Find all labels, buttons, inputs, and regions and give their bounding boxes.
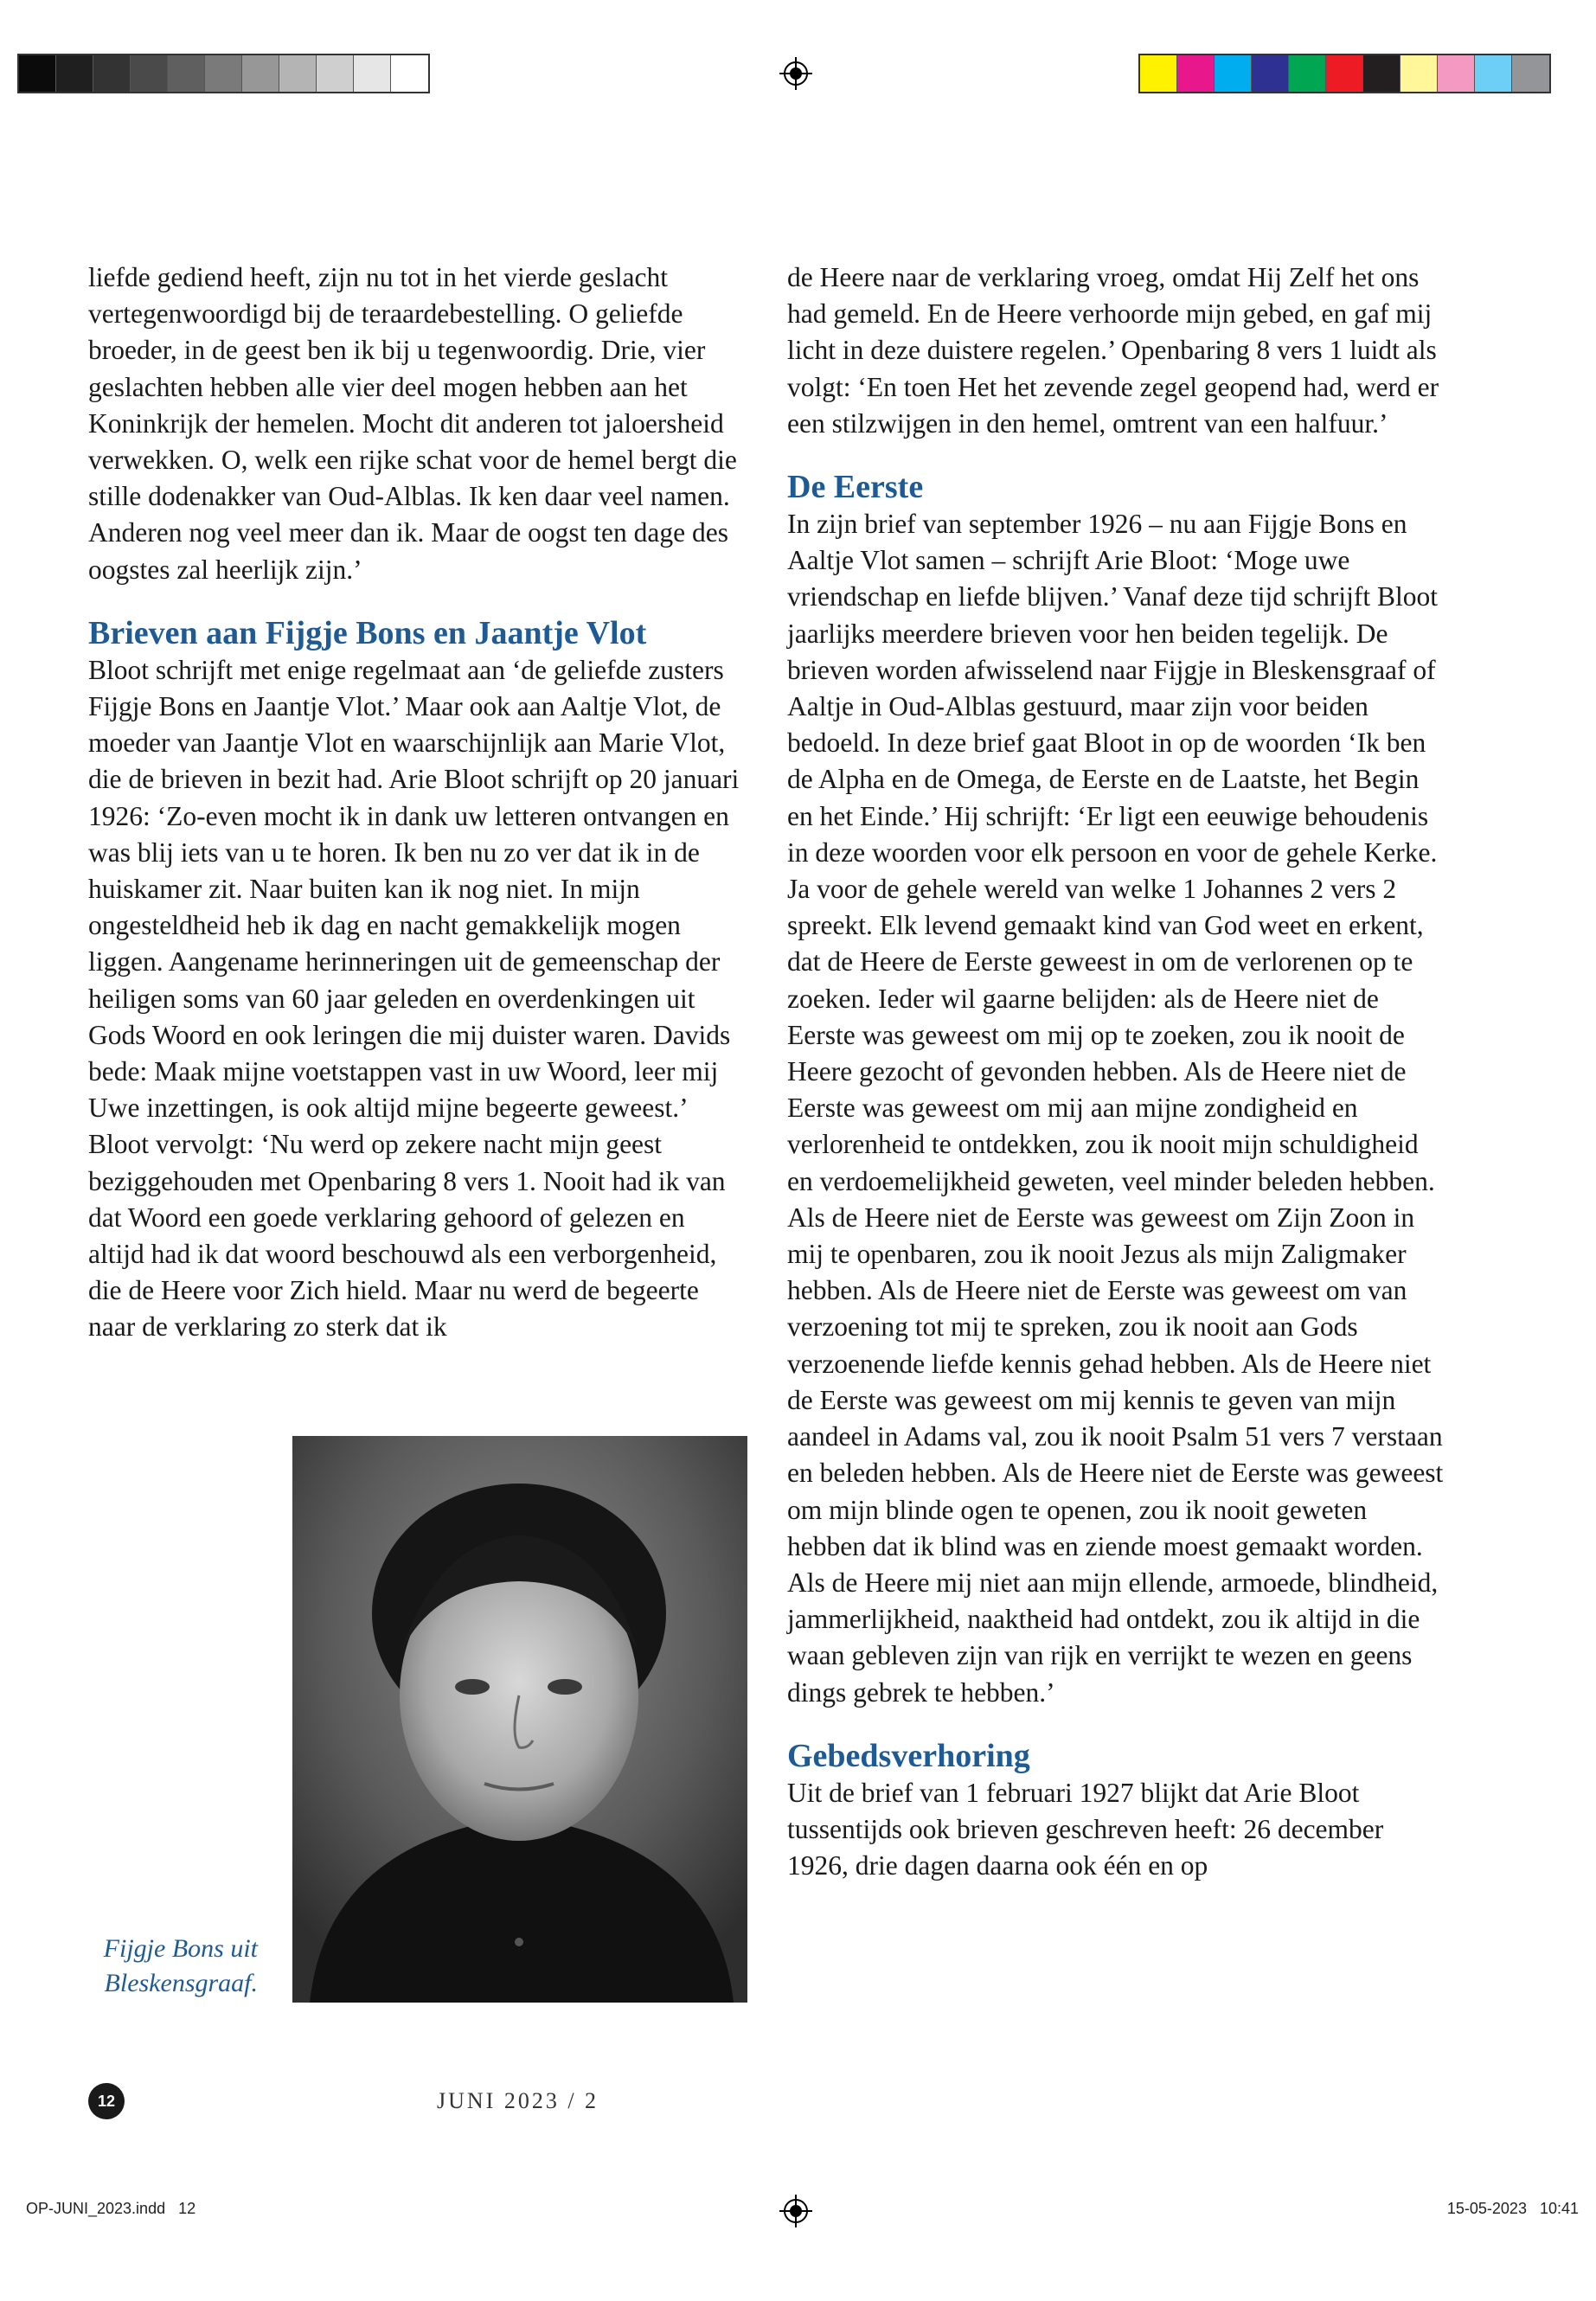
process-swatch [1289,55,1326,92]
process-color-bar [1138,54,1551,93]
process-swatch [1215,55,1252,92]
process-swatch [1252,55,1289,92]
slug-date-time: 15-05-2023 10:41 [1446,2200,1579,2217]
grayscale-swatch [19,55,56,92]
grayscale-swatch [242,55,279,92]
grayscale-color-bar [17,54,430,93]
grayscale-swatch [317,55,354,92]
photo-caption: Fijgje Bons uit Bleskensgraaf. [103,1934,258,1997]
slug-file-name: OP-JUNI_2023.indd 12 [26,2200,196,2217]
section-heading-brieven: Brieven aan Fijgje Bons en Jaantje Vlot [88,614,647,651]
left-column [88,260,746,1346]
right-column [787,260,1445,1884]
issue-label: JUNI 2023 / 2 [437,2088,599,2113]
process-swatch [1177,55,1215,92]
process-swatch [1512,55,1549,92]
gebedsverhoring-paragraph: Uit de brief van 1 februari 1927 blijkt dat Arie Bloot tussentijds ook brieven geschreven heeft: 26 december 1926, drie dagen daarna ook één en op [787,1777,1384,1881]
process-swatch [1363,55,1401,92]
grayscale-swatch [205,55,242,92]
grayscale-swatch [168,55,205,92]
registration-mark-icon [779,2195,812,2227]
process-swatch [1475,55,1512,92]
section-heading-gebedsverhoring: Gebedsverhoring [787,1737,1030,1774]
process-swatch [1401,55,1438,92]
process-swatch [1140,55,1177,92]
grayscale-swatch [93,55,131,92]
process-swatch [1438,55,1475,92]
grayscale-swatch [354,55,391,92]
registration-mark-icon [779,57,812,90]
process-swatch [1326,55,1363,92]
portrait-photo [292,1436,747,2003]
section-heading-de-eerste: De Eerste [787,469,924,506]
right-intro-paragraph: de Heere naar de verklaring vroeg, omdat Hij Zelf het ons had gemeld. En de Heere verhoorde mijn gebed, en gaf mij licht in deze duistere regelen.’ Openbaring 8 vers 1 luidt als volgt: ‘En toen Het het zevende zegel geopend had, werd er een stilzwijgen in den hemel, omtrent van een halfuur.’ [787,262,1439,439]
left-intro-paragraph: liefde gediend heeft, zijn nu tot in het vierde geslacht vertegenwoordigd bij de teraardebestelling. O geliefde broeder, in de geest ben ik bij u tegenwoordig. Drie, vier geslachten hebben alle vier deel mogen hebben aan het Koninkrijk der hemelen. Mocht dit anderen tot jaloersheid verwekken. O, welk een rijke schat voor de hemel bergt die stille dodenakker van Oud-Alblas. Ik ken daar veel namen. Anderen nog veel meer dan ik. Maar de oogst ten dage des oogstes zal heerlijk zijn.’ [88,262,737,585]
grayscale-swatch [131,55,168,92]
grayscale-swatch [56,55,93,92]
grayscale-swatch [279,55,317,92]
de-eerste-paragraph: In zijn brief van september 1926 – nu aan Fijgje Bons en Aaltje Vlot samen – schrijft Arie Bloot: ‘Moge uwe vriendschap en liefde blijven.’ Vanaf deze tijd schrijft Bloot jaarlijks meerdere brieven voor hen beiden tegelijk. De brieven worden afwisselend naar Fijgje in Bleskensgraaf of Aaltje in Oud-Alblas gestuurd, maar zijn voor beiden bedoeld. In deze brief gaat Bloot in op de woorden ‘Ik ben de Alpha en de Omega, de Eerste en de Laatste, het Begin en het Einde.’ Hij schrijft: ‘Er ligt een eeuwige behoudenis in deze woorden voor elk persoon en voor de gehele Kerke. Ja voor de gehele wereld van welke 1 Johannes 2 vers 2 spreekt. Elk levend gemaakt kind van God weet en erkent, dat de Heere de Eerste geweest in om de verlorenen op te zoeken. Ieder wil gaarne belijden: als de Heere niet de Eerste was geweest om mij op te zoeken, zou ik nooit de Heere gezocht of gevonden hebben. Als de Heere niet de Eerste was geweest om mij aan mijne zondigheid en verlorenheid te ontdekken, zou ik nooit mijn schuldigheid en verdoemelijkheid geweten, veel minder beleden hebben. Als de Heere niet de Eerste was geweest om Zijn Zoon in mij te openbaren, zou ik nooit Jezus als mijn Zaligmaker hebben. Als de Heere niet de Eerste was geweest om van verzoening tot mij te spreken, zou ik nooit aan Gods verzoenende liefde kennis gehad hebben. Als de Heere niet de Eerste was geweest om mij kennis te geven van mijn aandeel in Adams val, zou ik nooit Psalm 51 vers 7 verstaan en beleden hebben. Als de Heere niet de Eerste was geweest om mijn blinde ogen te openen, zou ik nooit geweten hebben dat ik blind was en ziende moest gemaakt worden. Als de Heere mij niet aan mijn ellende, armoede, blindheid, jammerlijkheid, naaktheid had ontdekt, zou ik altijd in die waan gebleven zijn van rijk en verrijkt te wezen en geens dings gebrek te hebben.’ [787,509,1444,1708]
page-number-badge: 12 [88,2083,125,2119]
portrait-photo-icon [292,1436,747,2003]
left-body-paragraph: Bloot schrijft met enige regelmaat aan ‘de geliefde zusters Fijgje Bons en Jaantje Vlot.’ Maar ook aan Aaltje Vlot, de moeder van Jaantje Vlot en waarschijnlijk aan Marie Vlot, die de brieven in bezit had. Arie Bloot schrijft op 20 januari 1926: ‘Zo-even mocht ik in dank uw letteren ontvangen en was blij iets van u te horen. Ik ben nu zo ver dat ik in de huiskamer zit. Naar buiten kan ik nog niet. In mijn ongesteldheid heb ik dag en nacht gemakkelijk mogen liggen. Aangename herinneringen uit de gemeenschap der heiligen soms van 60 jaar geleden en overdenkingen uit Gods Woord en ook leringen die mij duister waren. Davids bede: Maak mijne voetstappen vast in uw Woord, leer mij Uwe inzettingen, is ook altijd mijne begeerte geweest.’ Bloot vervolgt: ‘Nu werd op zekere nacht mijn geest beziggehouden met Openbaring 8 vers 1. Nooit had ik van dat Woord een goede verklaring gehoord of gelezen en altijd had ik dat woord beschouwd als een verborgenheid, die de Heere voor Zich hield. Maar nu werd de begeerte naar de verklaring zo sterk dat ik [88,654,740,1343]
grayscale-swatch [391,55,428,92]
